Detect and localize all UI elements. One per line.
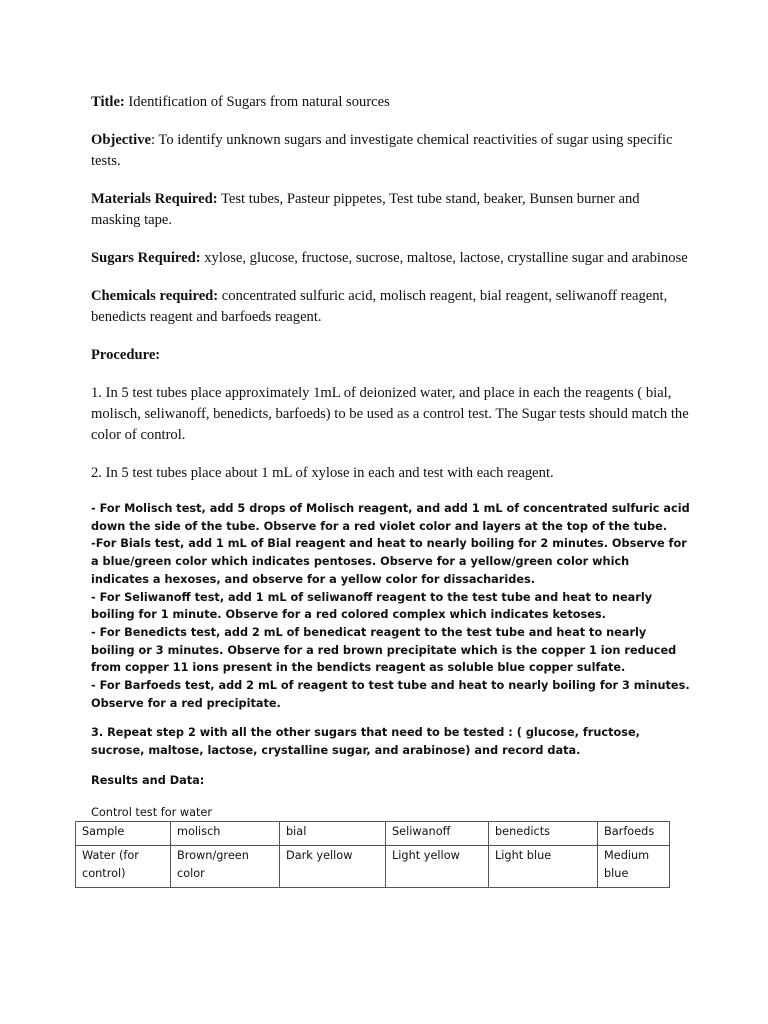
molisch-instruction: - For Molisch test, add 5 drops of Molisch reagent, and add 1 mL of concentrated sulfuric acid down the side of the tube. Observe for a red violet color and layers at the top of the tube. [91,502,690,533]
table-cell: Light blue [489,846,598,888]
results-heading: Results and Data: [91,773,205,787]
test-instructions [91,500,691,712]
sugars-label: Sugars Required: [91,250,201,266]
title-text: Identification of Sugars from natural sources [124,94,390,110]
materials-paragraph [91,189,691,231]
sugars-text: xylose, glucose, fructose, sucrose, maltose, lactose, crystalline sugar and arabinose [200,250,688,266]
objective-paragraph [91,130,691,172]
seliwanoff-instruction: - For Seliwanoff test, add 1 mL of seliwanoff reagent to the test tube and heat to nearly boiling for 1 minute. Observe for a red colored complex which indicates ketoses. [91,590,653,622]
table-cell: Brown/green color [171,846,280,888]
table-row [76,846,670,888]
table-cell: Medium blue [598,846,670,888]
table-header-cell: Sample [76,822,171,846]
sugars-paragraph [91,248,691,269]
objective-text: : To identify unknown sugars and investigate chemical reactivities of sugar using specific tests. [91,132,673,169]
table-cell: Dark yellow [280,846,386,888]
title-line [91,92,691,113]
bial-instruction: -For Bials test, add 1 mL of Bial reagent and heat to nearly boiling for 2 minutes. Observe for a blue/green color which indicates pentoses. Observe for a yellow/green color which indicates a hexoses, and observe for a yellow color for dissacharides. [91,537,687,586]
chemicals-label: Chemicals required: [91,288,219,304]
materials-text: Test tubes, Pasteur pippetes, Test tube stand, beaker, Bunsen burner and masking tape. [91,191,640,228]
control-table [75,821,670,888]
step-3: 3. Repeat step 2 with all the other sugars that need to be tested : ( glucose, fructose, sucrose, maltose, lactose, crystalline sugar, and arabinose) and record data. [91,726,640,758]
benedicts-instruction: - For Benedicts test, add 2 mL of benedicat reagent to the test tube and heat to nearly boiling or 3 minutes. Observe for a red brown precipitate which is the copper 1 ion reduced from copper 11 ions present in the bendicts reagent as soluble blue copper sulfate. [91,625,677,675]
control-caption: Control test for water [91,805,213,819]
chemicals-paragraph [91,286,691,328]
materials-label: Materials Required: [91,191,218,207]
document-page [82,92,691,880]
table-cell: Light yellow [386,846,489,888]
objective-label: Objective [91,132,151,148]
table-header-cell: benedicts [489,822,598,846]
step-2: 2. In 5 test tubes place about 1 mL of xylose in each and test with each reagent. [91,465,554,481]
chemicals-text: concentrated sulfuric acid, molisch reagent, bial reagent, seliwanoff reagent, benedicts reagent and barfoeds reagent. [91,288,668,325]
table-header-cell: molisch [171,822,280,846]
table-header-cell: Barfoeds [598,822,670,846]
step-1: 1. In 5 test tubes place approximately 1mL of deionized water, and place in each the reagents ( bial, molisch, seliwanoff, benedicts, barfoeds) to be used as a control test. The Sugar tests should match the color of control. [91,385,689,443]
procedure-heading: Procedure: [91,347,161,363]
table-cell: Water (for control) [76,846,171,888]
table-header-cell: Seliwanoff [386,822,489,846]
title-label: Title: [91,94,125,110]
table-header-cell: bial [280,822,386,846]
barfoeds-instruction: - For Barfoeds test, add 2 mL of reagent to test tube and heat to nearly boiling for 3 minutes. Observe for a red precipitate. [91,679,690,710]
table-header-row [76,822,670,846]
